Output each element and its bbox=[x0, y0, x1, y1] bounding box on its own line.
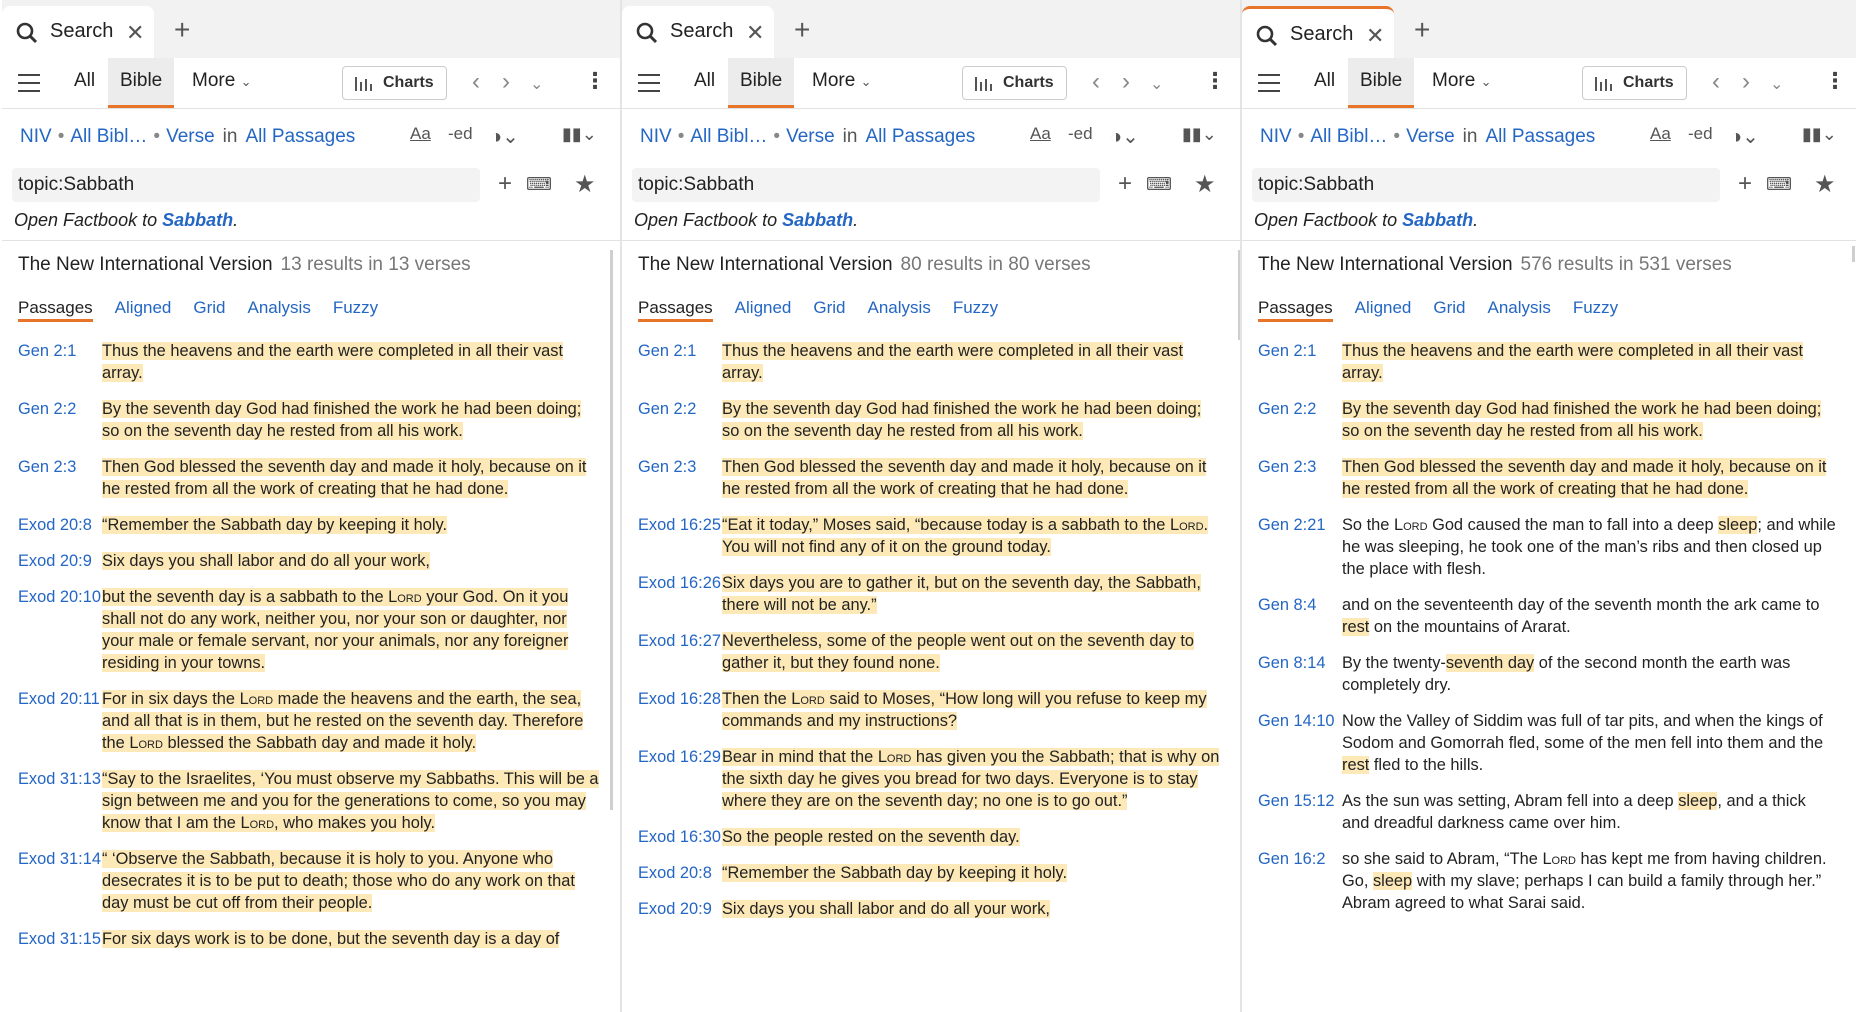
highlighted-match: Lord bbox=[129, 734, 163, 752]
verse-row bbox=[1242, 514, 1844, 580]
more-button[interactable]: More ⌄ bbox=[192, 70, 252, 91]
verse-row bbox=[622, 398, 1228, 442]
highlighted-match: “Eat it today,” Moses said, “because today is a sabbath to the bbox=[722, 516, 1170, 534]
verse-row bbox=[622, 898, 1228, 920]
verse-ref-link[interactable]: Gen 2:2 bbox=[638, 400, 697, 418]
scrollbar[interactable] bbox=[610, 250, 613, 810]
close-icon[interactable]: ✕ bbox=[1366, 23, 1385, 48]
new-tab-plus-icon[interactable]: + bbox=[794, 14, 811, 45]
verse-ref-link[interactable]: Gen 2:1 bbox=[1258, 342, 1317, 360]
history-chevron-icon[interactable]: ⌄ bbox=[530, 76, 544, 93]
highlighted-match: Lord bbox=[240, 814, 275, 832]
verse-segment: so she said to Abram, “The bbox=[1342, 850, 1543, 868]
results-count: 576 results in 531 verses bbox=[1520, 254, 1732, 275]
toolbar bbox=[622, 58, 1240, 108]
back-arrow-icon[interactable]: ‹ bbox=[1092, 68, 1100, 95]
view-columns-icon[interactable]: ▮▮⌄ bbox=[562, 124, 597, 144]
highlighted-match: Lord bbox=[877, 748, 912, 766]
verse-text bbox=[1342, 652, 1844, 696]
verse-ref-link[interactable]: Exod 16:29 bbox=[638, 748, 721, 766]
verse-row bbox=[1242, 652, 1844, 696]
verse-ref-link[interactable]: Exod 16:28 bbox=[638, 690, 721, 708]
history-chevron-icon[interactable]: ⌄ bbox=[1150, 76, 1164, 93]
verse-row bbox=[2, 928, 608, 950]
unit-link[interactable]: Verse bbox=[1406, 126, 1455, 147]
verse-ref-link[interactable]: Gen 2:3 bbox=[18, 458, 77, 476]
verse-row bbox=[2, 848, 608, 914]
version-link[interactable]: NIV bbox=[20, 126, 52, 147]
version-title: The New International Version bbox=[18, 254, 273, 275]
word-forms-toggle[interactable]: -ed bbox=[1068, 124, 1093, 143]
verse-row bbox=[622, 826, 1228, 848]
bible-button[interactable]: Bible bbox=[1348, 58, 1414, 108]
verse-row bbox=[1242, 340, 1844, 384]
verse-text bbox=[102, 340, 608, 384]
verse-text bbox=[722, 862, 1228, 884]
highlighted-match: By the seventh day God had finished the work he had been doing; so on the seventh day he rested from all his work. bbox=[722, 400, 1202, 440]
results-header bbox=[18, 254, 471, 276]
verse-text bbox=[102, 456, 608, 500]
toolbar bbox=[2, 58, 620, 108]
search-panel bbox=[2, 0, 620, 1012]
factbook-link[interactable]: Sabbath bbox=[782, 210, 854, 230]
new-tab-plus-icon[interactable]: + bbox=[174, 14, 191, 45]
verse-row bbox=[2, 456, 608, 500]
highlighted-match: made the heavens and the earth, the sea, and all that is in them, but he rested on the seventh day. Therefore the bbox=[102, 690, 584, 752]
verse-text bbox=[722, 456, 1228, 500]
factbook-suggestion: Open Factbook to Sabbath. bbox=[1254, 210, 1479, 230]
verse-segment: Lord bbox=[1542, 850, 1576, 868]
verse-ref-link[interactable]: Gen 14:10 bbox=[1258, 712, 1335, 730]
search-input[interactable] bbox=[12, 168, 480, 202]
highlighted-match: So the people rested on the seventh day. bbox=[722, 828, 1020, 846]
view-tab-analysis[interactable]: Analysis bbox=[247, 298, 311, 317]
highlighted-match: Then God blessed the seventh day and made it holy, because on it he rested from all the work of creating that he had done. bbox=[102, 458, 587, 498]
more-button[interactable]: More ⌄ bbox=[812, 70, 872, 91]
verse-ref-link[interactable]: Exod 20:9 bbox=[18, 552, 92, 570]
verse-list bbox=[1242, 340, 1844, 928]
highlighted-match: For six days work is to be done, but the seventh day is a day of bbox=[102, 930, 560, 948]
bible-button[interactable]: Bible bbox=[108, 58, 174, 108]
highlighted-match: , who makes you holy. bbox=[274, 814, 435, 832]
tab-bar bbox=[2, 0, 620, 58]
verse-segment: So the bbox=[1342, 516, 1394, 534]
view-tab-aligned[interactable]: Aligned bbox=[114, 298, 172, 317]
verse-row bbox=[1242, 848, 1844, 914]
case-sensitive-toggle[interactable]: Aa bbox=[410, 124, 431, 143]
search-icon bbox=[636, 22, 658, 44]
highlighted-match: “Remember the Sabbath day by keeping it holy. bbox=[722, 864, 1068, 882]
verse-row bbox=[1242, 594, 1844, 638]
search-icon bbox=[1256, 25, 1278, 47]
search-panel bbox=[1242, 0, 1856, 1012]
version-link[interactable]: NIV bbox=[1260, 126, 1292, 147]
forward-arrow-icon[interactable]: › bbox=[1742, 68, 1750, 95]
verse-text bbox=[102, 398, 608, 442]
results-header bbox=[1258, 254, 1732, 276]
all-button[interactable]: All bbox=[694, 70, 716, 91]
search-tab[interactable] bbox=[622, 6, 774, 58]
verse-row bbox=[2, 398, 608, 442]
search-icon bbox=[16, 22, 38, 44]
verse-text bbox=[1342, 398, 1844, 442]
version-link[interactable]: NIV bbox=[640, 126, 672, 147]
verse-ref-link[interactable]: Exod 16:27 bbox=[638, 632, 721, 650]
verse-ref-link[interactable]: Exod 31:15 bbox=[18, 930, 101, 948]
keyboard-icon[interactable]: ⌨ bbox=[1146, 174, 1172, 194]
view-columns-icon[interactable]: ▮▮⌄ bbox=[1182, 124, 1217, 144]
highlighted-match: Lord bbox=[791, 690, 825, 708]
view-tab-grid[interactable]: Grid bbox=[813, 298, 846, 317]
charts-button[interactable]: Charts bbox=[962, 66, 1067, 100]
forward-arrow-icon[interactable]: › bbox=[502, 68, 510, 95]
verse-ref-link[interactable]: Gen 8:4 bbox=[1258, 596, 1317, 614]
highlighted-match: said to Moses, “How long will you refuse to keep my commands and my instructions? bbox=[722, 690, 1207, 730]
highlighted-match: “Remember the Sabbath day by keeping it holy. bbox=[102, 516, 448, 534]
highlighted-match: but the seventh day is a sabbath to the bbox=[102, 588, 389, 606]
highlighted-match: Lord bbox=[1169, 516, 1204, 534]
highlighted-match: Thus the heavens and the earth were completed in all their vast array. bbox=[1342, 342, 1804, 382]
toolbar bbox=[1242, 58, 1856, 108]
new-tab-plus-icon[interactable]: + bbox=[1414, 14, 1431, 45]
add-icon[interactable]: + bbox=[498, 170, 513, 197]
case-sensitive-toggle[interactable]: Aa bbox=[1650, 124, 1671, 143]
verse-ref-link[interactable]: Gen 2:21 bbox=[1258, 516, 1326, 534]
all-button[interactable]: All bbox=[74, 70, 96, 91]
match-mode-icon[interactable]: ◑⌄ bbox=[1730, 126, 1759, 148]
verse-ref-link[interactable]: Gen 2:2 bbox=[18, 400, 77, 418]
view-tab-fuzzy[interactable]: Fuzzy bbox=[952, 298, 999, 317]
view-tabs bbox=[1258, 298, 1640, 318]
more-options-icon[interactable]: ⋮ bbox=[584, 68, 606, 93]
verse-row bbox=[2, 550, 608, 572]
search-scope: NIV • All Bibl… • Verse in All Passages bbox=[1260, 126, 1596, 147]
verse-list bbox=[2, 340, 608, 964]
tab-label: Search bbox=[670, 20, 734, 42]
verse-segment: and on the seventeenth day of the seventh month the ark came to bbox=[1342, 596, 1820, 614]
verse-text bbox=[1342, 848, 1844, 914]
results-count: 13 results in 13 verses bbox=[280, 254, 471, 275]
menu-icon[interactable] bbox=[1258, 74, 1280, 92]
verse-row bbox=[1242, 790, 1844, 834]
version-title: The New International Version bbox=[638, 254, 893, 275]
factbook-suggestion: Open Factbook to Sabbath. bbox=[14, 210, 239, 230]
verse-ref-link[interactable]: Gen 2:3 bbox=[638, 458, 697, 476]
view-tab-passages[interactable]: Passages bbox=[18, 298, 93, 322]
verse-row bbox=[622, 572, 1228, 616]
verse-ref-link[interactable]: Exod 20:9 bbox=[638, 900, 712, 918]
verse-segment: ; and while he was sleeping, he took one of the man’s ribs and then closed up the place with flesh. bbox=[1342, 516, 1836, 578]
highlighted-match: Lord bbox=[388, 588, 422, 606]
verse-list bbox=[622, 340, 1228, 934]
tab-bar bbox=[622, 0, 1240, 58]
verse-text bbox=[102, 848, 608, 914]
highlighted-match: “Say to the Israelites, ‘You must observe my Sabbaths. This will be a sign between me and you for the generations to come, so you may know that I am the bbox=[102, 770, 599, 832]
add-icon[interactable]: + bbox=[1738, 170, 1753, 197]
highlighted-match: “ ‘Observe the Sabbath, because it is holy to you. Anyone who desecrates it is to be put to death; those who do any work on that day must be cut off from their people. bbox=[102, 850, 575, 912]
highlighted-match: Bear in mind that the bbox=[722, 748, 878, 766]
factbook-suggestion: Open Factbook to Sabbath. bbox=[634, 210, 859, 230]
view-tab-passages[interactable]: Passages bbox=[638, 298, 713, 322]
highlighted-match: sleep bbox=[1678, 792, 1718, 810]
keyboard-icon[interactable]: ⌨ bbox=[1766, 174, 1792, 194]
results-header bbox=[638, 254, 1091, 276]
verse-ref-link[interactable]: Exod 20:11 bbox=[18, 690, 100, 708]
match-mode-icon[interactable]: ◑⌄ bbox=[490, 126, 519, 148]
verse-ref-link[interactable]: Gen 2:1 bbox=[18, 342, 77, 360]
results-count: 80 results in 80 verses bbox=[900, 254, 1091, 275]
view-tab-passages[interactable]: Passages bbox=[1258, 298, 1333, 322]
verse-text bbox=[722, 572, 1228, 616]
view-tab-grid[interactable]: Grid bbox=[193, 298, 226, 317]
view-tab-analysis[interactable]: Analysis bbox=[1487, 298, 1551, 317]
range-link[interactable]: All Passages bbox=[245, 126, 356, 147]
highlighted-match: Six days you shall labor and do all your work, bbox=[722, 900, 1050, 918]
verse-row bbox=[1242, 456, 1844, 500]
highlighted-match: Then God blessed the seventh day and made it holy, because on it he rested from all the work of creating that he had done. bbox=[722, 458, 1207, 498]
verse-ref-link[interactable]: Gen 15:12 bbox=[1258, 792, 1335, 810]
chevron-down-icon: ⌄ bbox=[860, 74, 872, 89]
verse-row bbox=[622, 746, 1228, 812]
charts-button[interactable]: Charts bbox=[1582, 66, 1687, 100]
verse-segment: fled to the hills. bbox=[1369, 756, 1484, 774]
highlighted-match: sleep bbox=[1372, 872, 1413, 890]
verse-text bbox=[722, 340, 1228, 384]
verse-text bbox=[102, 550, 608, 572]
verse-text bbox=[102, 928, 608, 950]
chevron-down-icon: ⌄ bbox=[240, 74, 252, 89]
more-button[interactable]: More ⌄ bbox=[1432, 70, 1492, 91]
verse-segment: on the mountains of Ararat. bbox=[1369, 618, 1571, 636]
highlighted-match: seventh day bbox=[1445, 654, 1535, 672]
search-tab[interactable] bbox=[1242, 6, 1394, 58]
bible-button[interactable]: Bible bbox=[728, 58, 794, 108]
highlighted-match: Thus the heavens and the earth were completed in all their vast array. bbox=[102, 342, 564, 382]
back-arrow-icon[interactable]: ‹ bbox=[472, 68, 480, 95]
verse-segment: Now the Valley of Siddim was full of tar pits, and when the kings of Sodom and Gomorrah fled, some of the men fell into them and the bbox=[1342, 712, 1824, 752]
search-input[interactable] bbox=[1252, 168, 1720, 202]
verse-ref-link[interactable]: Gen 16:2 bbox=[1258, 850, 1326, 868]
tab-bar bbox=[1242, 0, 1856, 58]
verse-row bbox=[1242, 398, 1844, 442]
highlighted-match: rest bbox=[1342, 756, 1370, 774]
verse-text bbox=[102, 688, 608, 754]
highlighted-match: Nevertheless, some of the people went out on the seventh day to gather it, but they found none. bbox=[722, 632, 1194, 672]
highlighted-match: Then the bbox=[722, 690, 792, 708]
menu-icon[interactable] bbox=[638, 74, 660, 92]
highlighted-match: rest bbox=[1342, 618, 1370, 636]
verse-segment: God caused the man to fall into a deep bbox=[1427, 516, 1719, 534]
view-columns-icon[interactable]: ▮▮⌄ bbox=[1802, 124, 1837, 144]
view-tabs bbox=[638, 298, 1020, 318]
highlighted-match: By the seventh day God had finished the work he had been doing; so on the seventh day he rested from all his work. bbox=[1342, 400, 1822, 440]
close-icon[interactable]: ✕ bbox=[126, 20, 145, 45]
verse-text bbox=[722, 746, 1228, 812]
verse-text bbox=[722, 688, 1228, 732]
verse-row bbox=[2, 340, 608, 384]
verse-ref-link[interactable]: Gen 2:3 bbox=[1258, 458, 1317, 476]
view-tab-fuzzy[interactable]: Fuzzy bbox=[332, 298, 379, 317]
verse-row bbox=[622, 456, 1228, 500]
verse-text bbox=[102, 514, 608, 536]
star-icon[interactable]: ★ bbox=[574, 171, 596, 198]
verse-ref-link[interactable]: Gen 8:14 bbox=[1258, 654, 1326, 672]
all-button[interactable]: All bbox=[1314, 70, 1336, 91]
view-tab-analysis[interactable]: Analysis bbox=[867, 298, 931, 317]
verse-row bbox=[622, 340, 1228, 384]
highlighted-match: . You will not find any of it on the ground today. bbox=[722, 516, 1209, 556]
verse-ref-link[interactable]: Exod 16:26 bbox=[638, 574, 721, 592]
verse-text bbox=[722, 898, 1228, 920]
close-icon[interactable]: ✕ bbox=[746, 20, 765, 45]
factbook-link[interactable]: Sabbath bbox=[1402, 210, 1474, 230]
highlighted-match: blessed the Sabbath day and made it holy. bbox=[162, 734, 477, 752]
books-link[interactable]: All Bibl… bbox=[1310, 126, 1388, 147]
menu-icon[interactable] bbox=[18, 74, 40, 92]
search-panel bbox=[622, 0, 1240, 1012]
verse-text bbox=[1342, 710, 1844, 776]
verse-ref-link[interactable]: Gen 2:2 bbox=[1258, 400, 1317, 418]
tab-label: Search bbox=[1290, 23, 1354, 45]
forward-arrow-icon[interactable]: › bbox=[1122, 68, 1130, 95]
verse-ref-link[interactable]: Exod 31:13 bbox=[18, 770, 101, 788]
verse-text bbox=[722, 826, 1228, 848]
highlighted-match: has given you the Sabbath; that is why on the sixth day he gives you bread for two days. Everyone is to stay where they are on the seventh day; no one is to go out.” bbox=[722, 748, 1220, 810]
search-input[interactable] bbox=[632, 168, 1100, 202]
verse-text bbox=[722, 630, 1228, 674]
version-title: The New International Version bbox=[1258, 254, 1513, 275]
view-tabs bbox=[18, 298, 400, 318]
highlighted-match: For in six days the bbox=[102, 690, 240, 708]
verse-row bbox=[2, 586, 608, 674]
search-scope: NIV • All Bibl… • Verse in All Passages bbox=[640, 126, 976, 147]
verse-ref-link[interactable]: Exod 20:8 bbox=[638, 864, 712, 882]
verse-row bbox=[2, 768, 608, 834]
chart-icon bbox=[355, 77, 373, 91]
word-forms-toggle[interactable]: -ed bbox=[1688, 124, 1713, 143]
verse-segment: As the sun was setting, Abram fell into a deep bbox=[1342, 792, 1679, 810]
verse-segment: of the second month the earth was completely dry. bbox=[1342, 654, 1791, 694]
verse-ref-link[interactable]: Gen 2:1 bbox=[638, 342, 697, 360]
search-scope: NIV • All Bibl… • Verse in All Passages bbox=[20, 126, 356, 147]
verse-row bbox=[622, 862, 1228, 884]
range-link[interactable]: All Passages bbox=[865, 126, 976, 147]
back-arrow-icon[interactable]: ‹ bbox=[1712, 68, 1720, 95]
highlighted-match: Six days you shall labor and do all your work, bbox=[102, 552, 430, 570]
view-tab-grid[interactable]: Grid bbox=[1433, 298, 1466, 317]
word-forms-toggle[interactable]: -ed bbox=[448, 124, 473, 143]
verse-segment: with my slave; perhaps I can build a family through her.” Abram agreed to what Sarai said. bbox=[1342, 872, 1822, 912]
unit-link[interactable]: Verse bbox=[166, 126, 215, 147]
highlighted-match: By the seventh day God had finished the work he had been doing; so on the seventh day he rested from all his work. bbox=[102, 400, 582, 440]
verse-row bbox=[2, 514, 608, 536]
highlighted-match: your God. On it you shall not do any work, neither you, nor your son or daughter, nor your male or female servant, nor your animals, nor any foreigner residing in your towns. bbox=[102, 588, 569, 672]
verse-row bbox=[1242, 710, 1844, 776]
star-icon[interactable]: ★ bbox=[1194, 171, 1216, 198]
highlighted-match: sleep bbox=[1718, 516, 1758, 534]
verse-text bbox=[1342, 594, 1844, 638]
verse-text bbox=[1342, 456, 1844, 500]
verse-row bbox=[2, 688, 608, 754]
verse-segment: , and a thick and dreadful darkness came over him. bbox=[1342, 792, 1806, 832]
books-link[interactable]: All Bibl… bbox=[70, 126, 148, 147]
more-options-icon[interactable]: ⋮ bbox=[1824, 68, 1846, 93]
verse-row bbox=[622, 630, 1228, 674]
verse-ref-link[interactable]: Exod 20:8 bbox=[18, 516, 92, 534]
star-icon[interactable]: ★ bbox=[1814, 171, 1836, 198]
range-link[interactable]: All Passages bbox=[1485, 126, 1596, 147]
verse-segment: Lord bbox=[1393, 516, 1428, 534]
verse-row bbox=[622, 688, 1228, 732]
verse-row bbox=[622, 514, 1228, 558]
books-link[interactable]: All Bibl… bbox=[690, 126, 768, 147]
highlighted-match: Thus the heavens and the earth were completed in all their vast array. bbox=[722, 342, 1184, 382]
match-mode-icon[interactable]: ◑⌄ bbox=[1110, 126, 1139, 148]
verse-text bbox=[102, 768, 608, 834]
chart-icon bbox=[975, 77, 993, 91]
verse-ref-link[interactable]: Exod 31:14 bbox=[18, 850, 101, 868]
history-chevron-icon[interactable]: ⌄ bbox=[1770, 76, 1784, 93]
verse-segment: By the twenty- bbox=[1342, 654, 1446, 672]
charts-button[interactable]: Charts bbox=[342, 66, 447, 100]
chart-icon bbox=[1595, 77, 1613, 91]
view-tab-aligned[interactable]: Aligned bbox=[734, 298, 792, 317]
highlighted-match: Then God blessed the seventh day and made it holy, because on it he rested from all the work of creating that he had done. bbox=[1342, 458, 1827, 498]
more-options-icon[interactable]: ⋮ bbox=[1204, 68, 1226, 93]
search-tab[interactable] bbox=[2, 6, 154, 58]
keyboard-icon[interactable]: ⌨ bbox=[526, 174, 552, 194]
verse-text bbox=[102, 586, 608, 674]
verse-text bbox=[1342, 340, 1844, 384]
tab-label: Search bbox=[50, 20, 114, 42]
verse-text bbox=[1342, 790, 1844, 834]
verse-ref-link[interactable]: Exod 16:25 bbox=[638, 516, 721, 534]
verse-text bbox=[722, 398, 1228, 442]
scrollbar[interactable] bbox=[1238, 250, 1240, 340]
unit-link[interactable]: Verse bbox=[786, 126, 835, 147]
view-tab-aligned[interactable]: Aligned bbox=[1354, 298, 1412, 317]
chevron-down-icon: ⌄ bbox=[1480, 74, 1492, 89]
case-sensitive-toggle[interactable]: Aa bbox=[1030, 124, 1051, 143]
view-tab-fuzzy[interactable]: Fuzzy bbox=[1572, 298, 1619, 317]
scrollbar[interactable] bbox=[1852, 246, 1855, 262]
verse-text bbox=[722, 514, 1228, 558]
verse-segment: has kept me from having children. Go, bbox=[1342, 850, 1827, 890]
verse-text bbox=[1342, 514, 1844, 580]
highlighted-match: Six days you are to gather it, but on the seventh day, the Sabbath, there will not be any.” bbox=[722, 574, 1201, 614]
verse-ref-link[interactable]: Exod 20:10 bbox=[18, 588, 101, 606]
add-icon[interactable]: + bbox=[1118, 170, 1133, 197]
verse-ref-link[interactable]: Exod 16:30 bbox=[638, 828, 721, 846]
highlighted-match: Lord bbox=[239, 690, 274, 708]
factbook-link[interactable]: Sabbath bbox=[162, 210, 234, 230]
